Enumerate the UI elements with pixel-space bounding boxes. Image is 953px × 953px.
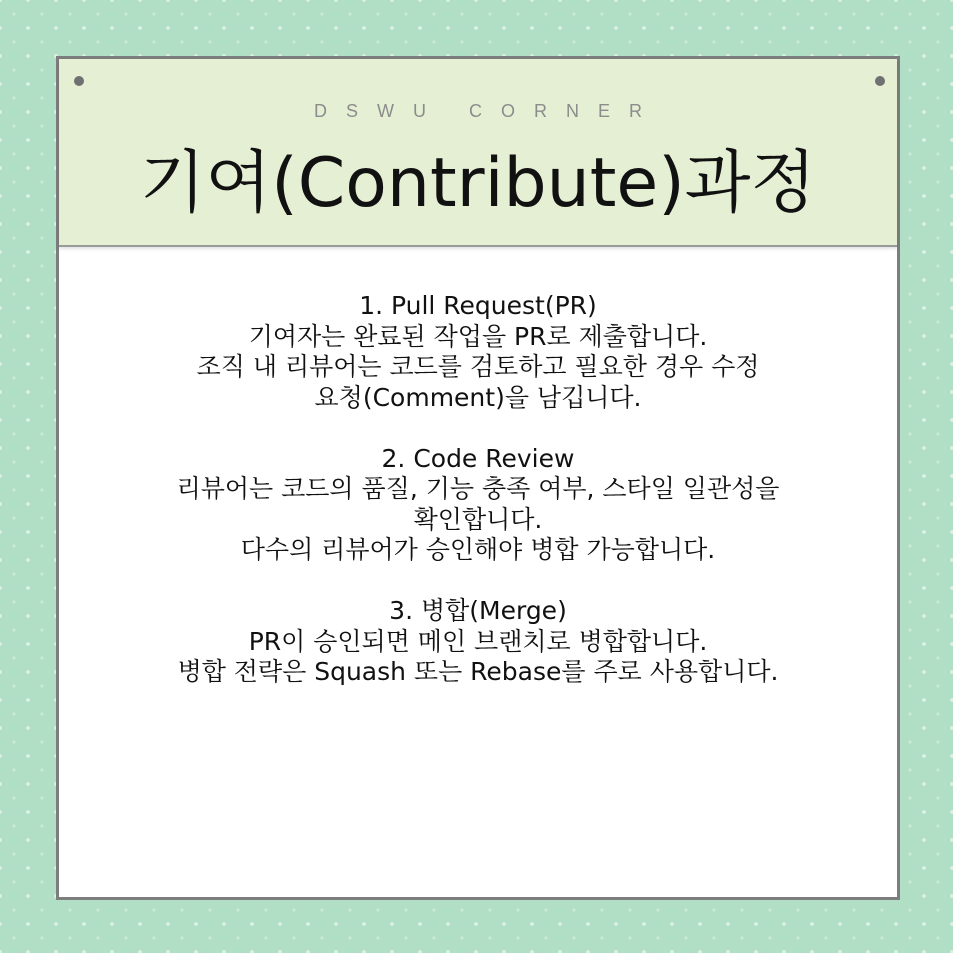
section-merge [59, 596, 897, 688]
pin-left-icon [74, 76, 84, 86]
content-card [56, 56, 900, 900]
section-line: 요청(Comment)을 남깁니다. [314, 382, 642, 412]
section-line: 기여자는 완료된 작업을 PR로 제출합니다. [248, 321, 708, 351]
section-line: 확인합니다. [413, 504, 543, 534]
page-title: 기여(Contribute)과정 [139, 144, 817, 223]
card-header [59, 59, 897, 247]
section-pull-request [59, 291, 897, 413]
section-heading: 3. 병합(Merge) [389, 596, 567, 625]
section-heading: 1. Pull Request(PR) [359, 291, 597, 320]
brand-label: DSWU CORNER [314, 101, 661, 121]
section-line: 리뷰어는 코드의 품질, 기능 충족 여부, 스타일 일관성을 [176, 474, 780, 503]
section-line: 다수의 리뷰어가 승인해야 병합 가능합니다. [240, 535, 716, 564]
section-code-review [59, 444, 897, 566]
section-heading: 2. Code Review [381, 443, 575, 473]
section-line: PR이 승인되면 메인 브랜치로 병합합니다. [248, 626, 708, 656]
pin-right-icon [875, 76, 885, 86]
section-line: 병합 전략은 Squash 또는 Rebase를 주로 사용합니다. [177, 657, 779, 686]
section-line: 조직 내 리뷰어는 코드를 검토하고 필요한 경우 수정 [196, 352, 760, 381]
card-body [59, 291, 897, 718]
